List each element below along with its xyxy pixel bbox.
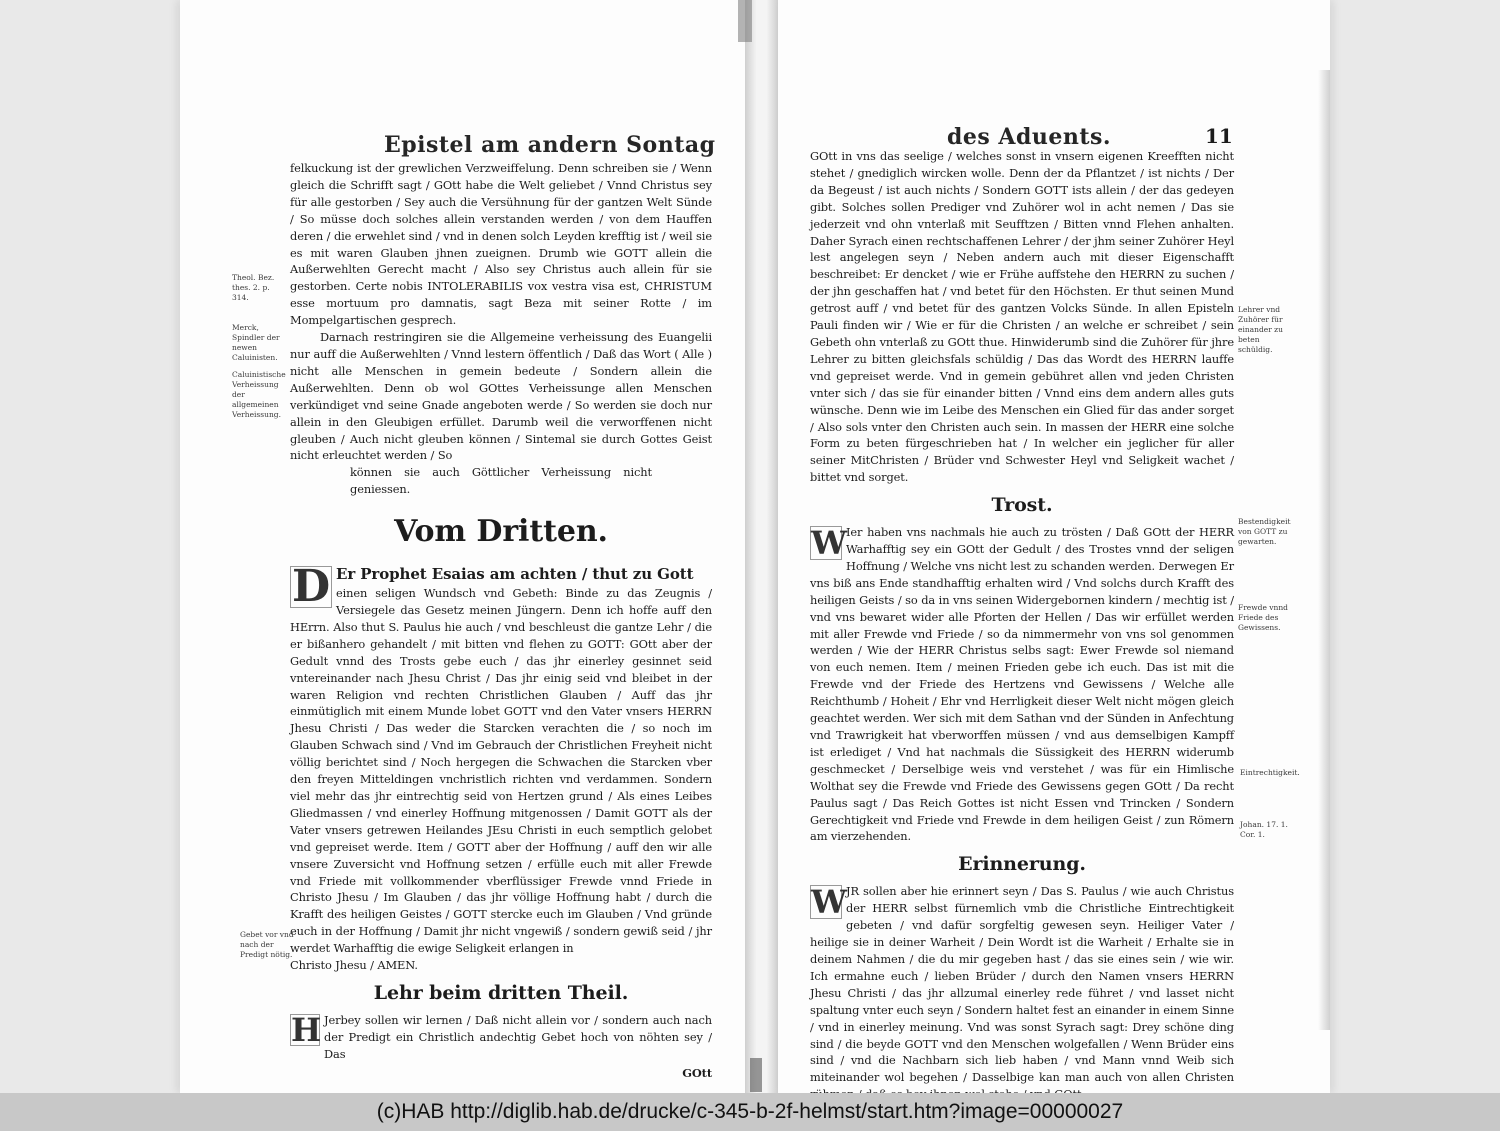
- left-margin-note-2: Merck, Spindler der newen Caluinisten.: [232, 323, 280, 362]
- book-gutter: [745, 0, 778, 1093]
- third-section: [290, 561, 712, 974]
- left-catchword: GOtt: [682, 1065, 712, 1080]
- dropcap-w: W: [811, 524, 847, 563]
- trost-section: [810, 524, 1234, 845]
- lehr-body: Jerbey sollen wir lernen / Daß nicht allein vor / sondern auch nach der Predigt ein Christlich andechtig Gebet hoch von nöhten sey / Das: [324, 1012, 712, 1061]
- third-closing: Christo Jhesu / AMEN.: [290, 958, 418, 973]
- right-margin-note-1: Lehrer vnd Zuhörer für einander zu beten schüldig.: [1238, 305, 1283, 354]
- erinnerung-body: JR sollen aber hie erinnert seyn / Das S. Paulus / wie auch Christus der HERR selbst fürnemlich vmb die Christliche Eintrechtigkeit gebeten / vnd dafür sorgfeltig gewesen seyn. Heiliger Vater / heilige sie in deiner Warheit / Dein Wordt ist die Warheit / Erhalte sie in deinem Nahmen / die du mir gegeben hast / das sie eines sein / wie wir. Ich ermahne euch / lieben Brüder / durch den Namen vnsers HERRN Jhesu Christi / das jhr allzumal einerley rede führet / vnd lasset nicht spaltung vnter euch seyn / Sondern haltet fest an einander in einem Sinne / vnd in einerley meinung. Vnd was sonst Syrach sagt: Drey schöne ding sind / die beyde GOTT vnd den Menschen wolgefallen / Wenn Brüder eins sind / vnd die Nachbarn sich lieb haben / vnd Mann vnnd Weib sich miteinander wol begehen / Dasselbige kan man auch von allen Christen: [810, 884, 1234, 1085]
- page-number: 11: [1205, 124, 1233, 148]
- lehr-section: [290, 1012, 712, 1082]
- dropcap-w2: W: [811, 883, 847, 922]
- left-margin-note-3: Caluinistische Verheissung der allgemeinen Verheissung.: [232, 370, 286, 419]
- trost-body: Ier haben vns nachmals hie auch zu trösten / Daß GOtt der HERR Warhafftig sey ein GOtt der Gedult / des Trostes vnnd der seligen Hoffnung / Welche vns nicht lest zu schanden werden. Derwegen Er vns biß ans Ende standhafftig erhalten wird / Vnd solchs durch Krafft des heiligen Geists / so da in vns seinen Widergebornen kindern / mechtig ist / vnd vns bewaret wider alle Pforten der Hellen / Das wir erfüllet werden mit aller Frewde vnd Friede / so da nimmermehr von vns sol genommen werden / Wie der HERR Christus selbs sagt: Ewer Frewde sol niemand von euch nemen. Item / meinen Frieden gebe ich euch. Das ist mit die Frewde vnd der Friede des Hertzens vnd Gewissens / Welche alle Reichthumb / Hoheit / Ehr vnd Herrligkeit dieser Welt nicht mögen gleich geachtet werden. Wer sich mit dem Sathan vnd der Sünden in Anfechtung vnd Trawrigkeit hat vberworffen müssen / vnd aus demselbigen Kampff ist erlediget / Vnd hat nachmals die Süssigkeit des HERRN widerumb geschmecket / Derselbige weis vnd verstehet / was für ein Himlische Wolthat sey die Frewde vnd Friede des Gewissens gegen GOtt / Da recht Paulus sagt / Das Reich Gottes ist nicht Essen vnd Trincken / Sondern Gerechtigkeit vnd Friede vnd Frewde in dem heiligen Geist / zun Römern am vierzehenden.: [810, 525, 1234, 844]
- left-paragraph-2-end: können sie auch Göttlicher Verheissung nicht geniessen.: [350, 465, 652, 497]
- heading-vom-dritten: Vom Dritten.: [394, 514, 608, 550]
- copyright-footer: (c)HAB http://diglib.hab.de/drucke/c-345-b-2f-helmst/start.htm?image=00000027: [0, 1093, 1500, 1131]
- left-margin-note-4: Gebet vor vnd nach der Predigt nötig.: [240, 930, 294, 959]
- left-running-head: Epistel am andern Sontag: [384, 132, 716, 158]
- heading-erinnerung: Erinnerung.: [958, 853, 1086, 876]
- binding-thread-top: [738, 0, 752, 42]
- third-lead-line: Er Prophet Esaias am achten / thut zu Gott: [336, 565, 694, 584]
- left-paragraph-2: Darnach restringiren sie die Allgemeine verheissung des Euangelii nur auff die Außerwehlten / Vnnd lestern öffentlich / Daß das Wort ( Alle ) nicht alle Menschen in gemein bedeute / Sondern allein die Außerwehlten. Denn ob wol GOttes Verheissunge allen Menschen verkündiget vnd seine Gnade angeboten werde / So werden sie doch nur allein in den Gleubigen erfüllet. Darumb weil die verworffenen nicht gleuben / Auch nicht gleuben können / Sintemal sie durch Gottes Geist nicht erleuchtet werden / So: [290, 330, 712, 463]
- right-margin-note-5: Johan. 17. 1. Cor. 1.: [1240, 820, 1288, 839]
- right-margin-note-2: Bestendigkeit von GOTT zu gewarten.: [1238, 517, 1291, 546]
- right-paragraph-1: GOtt in vns das seelige / welches sonst in vnsern eigenen Kreefften nicht stehet / gnediglich wircken wolle. Denn der da Pflantzet / ist nichts / Der da Begeust / ist auch nichts / Sondern GOTT ists allein / der das gedeyen gibt. Solches sollen Prediger vnd Zuhörer wol in acht nemen / Das sie jederzeit vnd ohn vnterlaß mit Seufftzen / Bitten vnnd Flehen anhalten. Daher Syrach einen rechtschaffenen Lehrer / der jhm seiner Zuhörer Heyl lest angelegen seyn / Neben andern auch mit dieser Eigenschafft beschreibet: Er dencket / wie er Frühe auffstehe den HERRN zu suchen / der jhn geschaffen hat / vnd betet für den Höchsten. Er thut seinen Mund getrost auff / vnd betet für des gantzen Volcks Sünde. In allen Episteln Pauli finden wir / Wie er für die Christen / an welche er schreibet / sein Gebeth ohn vnterlaß zu GOtt thue. Hinwiderumb sind die Zuhörer für jhre Lehrer zu bitten gleichsfals schüldig / Das das Wordt des HERRN lauffe vnd gepreiset werde. Vnd in gemein gebühret allen vnd jeden Christen vnter sich / das sie für einander bitten / Vnnd eins dem andern alles guts wünsche. Denn wie im Leibe des Menschen ein Glied für das ander sorget / Also sols vnter den Christen auch sein. In massen der HERR eine solche Form zu beten fürgeschrieben hat / In welcher ein jeglicher für aller seiner MitChristen / Brüder vnd Schwester Heyl vnd Seligkeit wachet / bittet vnd sorget.: [810, 149, 1234, 485]
- binding-thread-bottom: [750, 1058, 762, 1092]
- page-edge-shadow: [1318, 70, 1330, 1030]
- heading-lehr: Lehr beim dritten Theil.: [373, 981, 629, 1004]
- heading-trost: Trost.: [991, 494, 1053, 517]
- erinnerung-section: [810, 883, 1234, 1122]
- third-body: einen seligen Wundsch vnd Gebeth: Binde zu das Zeugnis / Versiegele das Gesetz meinen Jüngern. Denn ich hoffe auff den HErrn. Also thut S. Paulus hie auch / vnd beschleust die gantze Lehr / die er bißanhero gehandelt / mit bitten vnd flehen zu GOTT: GOtt aber der Gedult vnnd des Trosts gebe euch / das jhr einerley gesinnet seid vntereinander nach Jhesu Christ / Das jhr einig seid vnd bleibet in der waren Religion vnd rechten Christlichen Glauben / Auff das jhr einmütiglich mit einem Munde lobet GOTT vnd den Vater vnsers HERRN Jhesu Christi / Das weder die Starcken verachten die / so noch im Glauben Schwach sind / Vnd im Gebrauch der Christlichen Freyheit nicht völlig berichtet sind / Noch hergegen die Schwachen die Starcken vber den freyen Mitteldingen vnchristlich richten vnd verdammen. Sondern viel mehr das jhr eintrechtig seid von Hertzen grund / Als eines Leibes Gliedmassen / vnd einerley Hoffnung mitgenossen / Damit GOTT als der Vater vnsers getrewen Heilandes JEsu Christi in euch semptlich gelobet vnd gepreiset werde. Item / GOTT aber der Hoffnung / auff den wir alle vnsere Zuversicht vnd Hoffnung setzen / erfülle euch mit aller Frewde vnd Friede mit vollkommender vberflüssiger Frewde vnnd Friede in Christo Jhesu / Im Glauben / das jhr völlige Hoffnung habt / durch die Krafft des heiligen Geistes / GOTT stercke euch im Glauben / Vnd gründe euch in der Hoffnung / Damit jhr nicht vngewiß / sondern gewiß seid / jhr werdet Warhafftig die ewige Seligkeit erlangen in: [290, 586, 712, 956]
- right-text-column: [810, 148, 1234, 1122]
- right-margin-note-4: Eintrechtigkeit.: [1240, 768, 1300, 777]
- dropcap-h: H: [291, 1010, 322, 1049]
- left-paragraph-1: felkuckung ist der grewlichen Verzweiffelung. Denn schreiben sie / Wenn gleich die Schrifft sagt / GOtt habe die Welt geliebet / Vnnd Christus sey für alle gestorben / Sey auch die Versühnung für der gantzen Welt Sünde / So müsse doch solches allein verstanden werden / von dem Hauffen deren / die erwehlet sind / vnd in denen solch Leyden krefftig ist / weil sie es mit waren Glauben jhnen zueignen. Drumb wie GOTT allein die Außerwehlten Gerecht macht / Also sey Christus auch allein für sie gestorben. Certe nobis INTOLERABILIS vox vestra visa est, CHRISTUM esse mortuum pro damnatis, sagt Beza mit seiner Rotte / im Mompelgartischen gesprech.: [290, 161, 712, 328]
- dropcap-d: D: [291, 561, 331, 613]
- left-margin-note-1: Theol. Bez. thes. 2. p. 314.: [232, 273, 275, 302]
- left-text-column: [290, 160, 712, 1082]
- right-margin-note-3: Frewde vnnd Friede des Gewissens.: [1238, 603, 1288, 632]
- right-running-head: des Aduents.: [947, 124, 1112, 150]
